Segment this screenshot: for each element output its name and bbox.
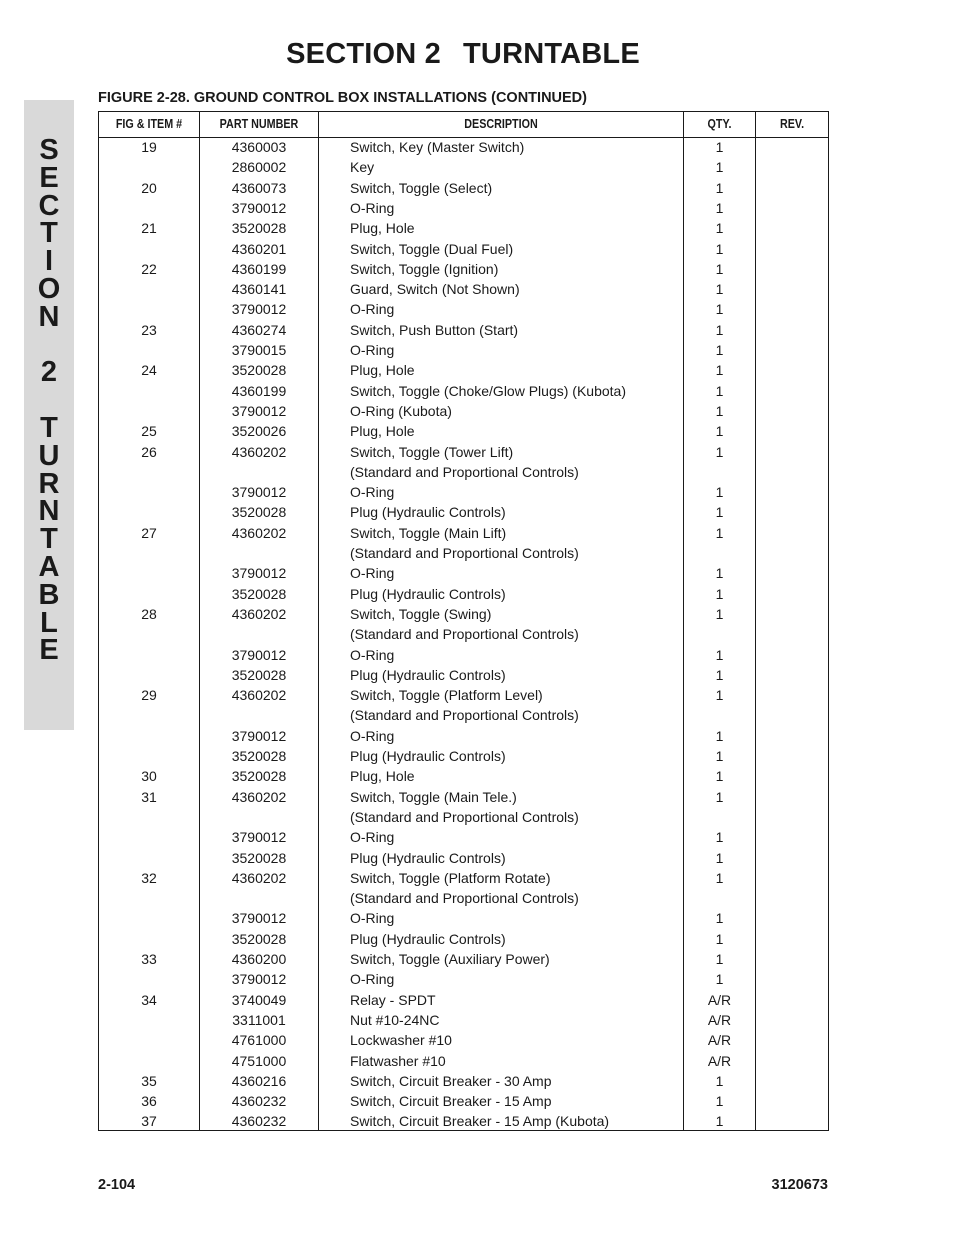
side-tab-letter: R bbox=[38, 467, 60, 500]
table-row bbox=[99, 322, 828, 342]
part-number-cell: 3520028 bbox=[231, 504, 287, 521]
table-row bbox=[99, 342, 828, 362]
table-row bbox=[99, 525, 828, 545]
table-row bbox=[99, 423, 828, 443]
table-row bbox=[99, 403, 828, 423]
part-number-cell: 4360216 bbox=[231, 1072, 287, 1089]
description-cell: Switch, Toggle (Dual Fuel) bbox=[350, 240, 514, 257]
table-row bbox=[99, 748, 828, 768]
table-row bbox=[99, 444, 828, 464]
part-number-cell: 3520028 bbox=[231, 362, 287, 379]
qty-cell: 1 bbox=[715, 951, 724, 967]
description-cell: Plug, Hole bbox=[350, 768, 415, 785]
description-cell: Nut #10-24NC bbox=[350, 1011, 440, 1028]
fig-item-cell: 20 bbox=[141, 179, 157, 196]
qty-cell: 1 bbox=[715, 240, 724, 257]
part-number-cell: 4360232 bbox=[231, 1113, 287, 1130]
parts-table bbox=[98, 111, 829, 1131]
side-tab-letter: T bbox=[40, 412, 58, 444]
qty-cell: 1 bbox=[715, 788, 724, 805]
header-fig-item: FIG & ITEM # bbox=[115, 117, 183, 131]
part-number-cell: 4360003 bbox=[231, 139, 287, 155]
description-cell: O-Ring bbox=[350, 971, 395, 988]
part-number-cell: 3790012 bbox=[231, 910, 287, 927]
description-cell: O-Ring bbox=[350, 910, 395, 927]
qty-cell: 1 bbox=[715, 443, 724, 460]
description-cell: O-Ring bbox=[350, 727, 395, 744]
fig-item-cell: 21 bbox=[141, 220, 157, 237]
description-cell: Plug (Hydraulic Controls) bbox=[350, 930, 506, 947]
part-number-cell: 4360274 bbox=[231, 321, 287, 338]
part-number-cell: 3520028 bbox=[231, 585, 287, 602]
table-row bbox=[99, 809, 828, 829]
description-cell: Switch, Push Button (Start) bbox=[350, 321, 519, 338]
part-number-cell: 3520028 bbox=[231, 220, 287, 237]
description-cell: Switch, Toggle (Platform Rotate) bbox=[350, 869, 551, 886]
side-tab-letter: L bbox=[40, 606, 58, 639]
description-cell: Plug (Hydraulic Controls) bbox=[350, 748, 506, 764]
table-row bbox=[99, 687, 828, 707]
qty-cell: 1 bbox=[715, 382, 724, 399]
description-cell: (Standard and Proportional Controls) bbox=[350, 545, 579, 561]
table-row bbox=[99, 992, 828, 1012]
fig-item-cell: 29 bbox=[141, 687, 157, 704]
qty-cell: 1 bbox=[715, 402, 724, 419]
part-number-cell: 3520026 bbox=[231, 423, 287, 440]
description-cell: Switch, Toggle (Platform Level) bbox=[350, 687, 543, 704]
description-cell: O-Ring bbox=[350, 342, 395, 358]
fig-item-cell: 31 bbox=[141, 788, 157, 805]
description-cell: Switch, Toggle (Main Lift) bbox=[350, 524, 507, 541]
fig-item-cell: 28 bbox=[141, 605, 157, 622]
document-number: 3120673 bbox=[771, 1177, 828, 1193]
table-row bbox=[99, 1012, 828, 1032]
description-cell: O-Ring bbox=[350, 646, 395, 663]
qty-cell: 1 bbox=[715, 179, 724, 196]
table-row bbox=[99, 1093, 828, 1113]
description-cell: (Standard and Proportional Controls) bbox=[350, 890, 579, 907]
table-row bbox=[99, 850, 828, 870]
table-row bbox=[99, 504, 828, 524]
qty-cell: 1 bbox=[715, 687, 724, 704]
side-tab-letter: S bbox=[39, 134, 59, 166]
figure-caption: FIGURE 2-28. GROUND CONTROL BOX INSTALLATIONS (CONTINUED) bbox=[98, 90, 587, 106]
fig-item-cell: 23 bbox=[141, 321, 157, 338]
part-number-cell: 4360202 bbox=[231, 443, 287, 460]
fig-item-cell: 25 bbox=[141, 423, 157, 440]
description-cell: O-Ring bbox=[350, 199, 395, 216]
qty-cell: 1 bbox=[715, 321, 724, 338]
table-row bbox=[99, 484, 828, 504]
table-row bbox=[99, 647, 828, 667]
description-cell: Switch, Toggle (Choke/Glow Plugs) (Kubota) bbox=[350, 382, 626, 399]
table-row bbox=[99, 281, 828, 301]
part-number-cell: 3790012 bbox=[231, 199, 287, 216]
table-row bbox=[99, 768, 828, 788]
qty-cell: 1 bbox=[715, 159, 724, 176]
description-cell: Guard, Switch (Not Shown) bbox=[350, 281, 520, 298]
fig-item-cell: 19 bbox=[141, 139, 157, 155]
description-cell: Plug, Hole bbox=[350, 362, 415, 379]
header-qty: QTY. bbox=[707, 117, 732, 131]
table-row bbox=[99, 383, 828, 403]
part-number-cell: 4360199 bbox=[231, 260, 287, 277]
side-tab-letter: E bbox=[39, 634, 59, 667]
qty-cell: 1 bbox=[715, 1072, 724, 1089]
qty-cell: 1 bbox=[715, 1113, 724, 1130]
description-cell: Switch, Circuit Breaker - 15 Amp bbox=[350, 1093, 552, 1110]
description-cell: Relay - SPDT bbox=[350, 991, 436, 1008]
qty-cell: 1 bbox=[715, 342, 724, 358]
description-cell: Lockwasher #10 bbox=[350, 1032, 452, 1049]
qty-cell: 1 bbox=[715, 301, 724, 318]
qty-cell: 1 bbox=[715, 524, 724, 541]
part-number-cell: 4360141 bbox=[231, 281, 287, 298]
qty-cell: A/R bbox=[707, 991, 732, 1008]
qty-cell: 1 bbox=[715, 869, 724, 886]
part-number-cell: 4761000 bbox=[231, 1032, 287, 1049]
qty-cell: A/R bbox=[707, 1011, 732, 1028]
qty-cell: 1 bbox=[715, 484, 724, 501]
header-rev: REV. bbox=[779, 117, 805, 131]
part-number-cell: 4360073 bbox=[231, 179, 287, 196]
qty-cell: A/R bbox=[707, 1052, 732, 1069]
part-number-cell: 3790015 bbox=[231, 342, 287, 358]
side-tab-letter: O bbox=[37, 273, 61, 305]
description-cell: Switch, Toggle (Ignition) bbox=[350, 260, 499, 277]
description-cell: O-Ring bbox=[350, 565, 395, 582]
table-row bbox=[99, 180, 828, 200]
qty-cell: 1 bbox=[715, 504, 724, 521]
part-number-cell: 3790012 bbox=[231, 301, 287, 318]
fig-item-cell: 22 bbox=[141, 260, 157, 277]
header-part-number: PART NUMBER bbox=[219, 117, 299, 131]
part-number-cell: 3520028 bbox=[231, 666, 287, 683]
side-tab-letter: C bbox=[38, 189, 60, 222]
part-number-cell: 3311001 bbox=[232, 1011, 286, 1028]
qty-cell: 1 bbox=[715, 930, 724, 947]
table-row bbox=[99, 606, 828, 626]
table-row bbox=[99, 301, 828, 321]
side-tab-letter: B bbox=[38, 578, 60, 611]
qty-cell: 1 bbox=[715, 829, 724, 846]
table-row bbox=[99, 951, 828, 971]
description-cell: O-Ring bbox=[350, 829, 395, 846]
table-row bbox=[99, 1053, 828, 1073]
table-row bbox=[99, 1113, 828, 1133]
qty-cell: 1 bbox=[715, 666, 724, 683]
part-number-cell: 4360202 bbox=[231, 605, 287, 622]
table-row bbox=[99, 728, 828, 748]
fig-item-cell: 27 bbox=[141, 524, 157, 541]
page-title-name: TURNTABLE bbox=[463, 38, 640, 70]
table-row bbox=[99, 241, 828, 261]
fig-item-cell: 32 bbox=[141, 869, 157, 886]
qty-cell: 1 bbox=[715, 139, 724, 155]
part-number-cell: 4360202 bbox=[231, 788, 287, 805]
part-number-cell: 3520028 bbox=[231, 849, 287, 866]
qty-cell: 1 bbox=[715, 849, 724, 866]
description-cell: O-Ring (Kubota) bbox=[350, 402, 452, 419]
table-row bbox=[99, 1032, 828, 1052]
table-row bbox=[99, 1073, 828, 1093]
side-tab-letter: N bbox=[38, 495, 60, 528]
description-cell: Plug, Hole bbox=[350, 220, 415, 237]
description-cell: Plug (Hydraulic Controls) bbox=[350, 849, 506, 866]
fig-item-cell: 30 bbox=[141, 768, 157, 785]
qty-cell: 1 bbox=[715, 260, 724, 277]
side-tab-letter: T bbox=[40, 523, 58, 556]
part-number-cell: 4360199 bbox=[231, 382, 287, 399]
header-description: DESCRIPTION bbox=[464, 117, 538, 131]
part-number-cell: 2860002 bbox=[231, 159, 287, 176]
part-number-cell: 3790012 bbox=[231, 829, 287, 846]
qty-cell: 1 bbox=[715, 1093, 724, 1110]
part-number-cell: 3740049 bbox=[231, 991, 287, 1008]
qty-cell: 1 bbox=[715, 605, 724, 622]
part-number-cell: 4751000 bbox=[231, 1052, 287, 1069]
qty-cell: 1 bbox=[715, 565, 724, 582]
fig-item-cell: 24 bbox=[141, 362, 157, 379]
side-tab-letter: 2 bbox=[40, 356, 58, 389]
qty-cell: 1 bbox=[715, 646, 724, 663]
description-cell: Switch, Toggle (Auxiliary Power) bbox=[350, 951, 550, 967]
part-number-cell: 3790012 bbox=[231, 646, 287, 663]
description-cell: (Standard and Proportional Controls) bbox=[350, 463, 579, 480]
table-row bbox=[99, 789, 828, 809]
part-number-cell: 3520028 bbox=[231, 930, 287, 947]
table-row bbox=[99, 971, 828, 991]
description-cell: Switch, Circuit Breaker - 15 Amp (Kubota) bbox=[350, 1113, 610, 1130]
table-row bbox=[99, 667, 828, 687]
side-tab-letter: A bbox=[38, 551, 60, 583]
header-rule bbox=[99, 137, 828, 138]
table-row bbox=[99, 362, 828, 382]
description-cell: Plug, Hole bbox=[350, 423, 415, 440]
table-row bbox=[99, 261, 828, 281]
fig-item-cell: 35 bbox=[141, 1072, 157, 1089]
table-row bbox=[99, 870, 828, 890]
table-row bbox=[99, 464, 828, 484]
page-title-section: SECTION 2 bbox=[286, 38, 442, 70]
description-cell: Switch, Toggle (Tower Lift) bbox=[350, 443, 514, 460]
fig-item-cell: 34 bbox=[141, 991, 157, 1008]
side-tab-letter: E bbox=[39, 161, 59, 194]
description-cell: (Standard and Proportional Controls) bbox=[350, 707, 579, 724]
description-cell: Switch, Toggle (Select) bbox=[350, 179, 493, 196]
table-row bbox=[99, 565, 828, 585]
fig-item-cell: 33 bbox=[141, 951, 157, 967]
qty-cell: A/R bbox=[707, 1032, 732, 1049]
table-row bbox=[99, 545, 828, 565]
qty-cell: 1 bbox=[715, 748, 724, 764]
part-number-cell: 3790012 bbox=[231, 565, 287, 582]
description-cell: Switch, Circuit Breaker - 30 Amp bbox=[350, 1072, 552, 1089]
description-cell: Switch, Toggle (Main Tele.) bbox=[350, 788, 517, 805]
side-tab-letter: I bbox=[44, 245, 54, 278]
table-row bbox=[99, 626, 828, 646]
side-tab-letter: U bbox=[38, 439, 60, 472]
qty-cell: 1 bbox=[715, 768, 724, 785]
description-cell: Key bbox=[350, 159, 375, 176]
fig-item-cell: 37 bbox=[141, 1113, 157, 1130]
description-cell: Switch, Key (Master Switch) bbox=[350, 139, 525, 155]
part-number-cell: 3790012 bbox=[231, 402, 287, 419]
qty-cell: 1 bbox=[715, 362, 724, 379]
qty-cell: 1 bbox=[715, 585, 724, 602]
description-cell: O-Ring bbox=[350, 301, 395, 318]
description-cell: Switch, Toggle (Swing) bbox=[350, 605, 492, 622]
table-row bbox=[99, 220, 828, 240]
part-number-cell: 3790012 bbox=[231, 971, 287, 988]
side-tab-letter: N bbox=[38, 300, 60, 333]
table-row bbox=[99, 159, 828, 179]
description-cell: Plug (Hydraulic Controls) bbox=[350, 585, 506, 602]
description-cell: O-Ring bbox=[350, 484, 395, 501]
part-number-cell: 4360232 bbox=[231, 1093, 287, 1110]
part-number-cell: 3520028 bbox=[231, 748, 287, 764]
part-number-cell: 4360202 bbox=[231, 524, 287, 541]
description-cell: Plug (Hydraulic Controls) bbox=[350, 504, 506, 521]
side-tab-letter: T bbox=[40, 217, 58, 250]
part-number-cell: 4360200 bbox=[231, 951, 287, 967]
qty-cell: 1 bbox=[715, 727, 724, 744]
table-row bbox=[99, 931, 828, 951]
table-row bbox=[99, 890, 828, 910]
part-number-cell: 4360202 bbox=[231, 687, 287, 704]
section-side-tab bbox=[24, 100, 74, 730]
fig-item-cell: 36 bbox=[141, 1093, 157, 1110]
page-title bbox=[0, 38, 926, 71]
qty-cell: 1 bbox=[715, 281, 724, 298]
part-number-cell: 4360202 bbox=[231, 869, 287, 886]
part-number-cell: 3790012 bbox=[231, 484, 287, 501]
part-number-cell: 4360201 bbox=[231, 240, 287, 257]
qty-cell: 1 bbox=[715, 971, 724, 988]
table-row bbox=[99, 707, 828, 727]
qty-cell: 1 bbox=[715, 423, 724, 440]
table-row bbox=[99, 200, 828, 220]
description-cell: Flatwasher #10 bbox=[350, 1052, 446, 1069]
table-row bbox=[99, 829, 828, 849]
page-number: 2-104 bbox=[98, 1177, 136, 1193]
part-number-cell: 3790012 bbox=[231, 727, 287, 744]
qty-cell: 1 bbox=[715, 910, 724, 927]
description-cell: (Standard and Proportional Controls) bbox=[350, 808, 579, 825]
qty-cell: 1 bbox=[715, 220, 724, 237]
description-cell: Plug (Hydraulic Controls) bbox=[350, 666, 506, 683]
part-number-cell: 3520028 bbox=[231, 768, 287, 785]
table-row bbox=[99, 586, 828, 606]
description-cell: (Standard and Proportional Controls) bbox=[350, 626, 579, 643]
table-row bbox=[99, 139, 828, 159]
fig-item-cell: 26 bbox=[141, 443, 157, 460]
qty-cell: 1 bbox=[715, 199, 724, 216]
table-row bbox=[99, 910, 828, 930]
